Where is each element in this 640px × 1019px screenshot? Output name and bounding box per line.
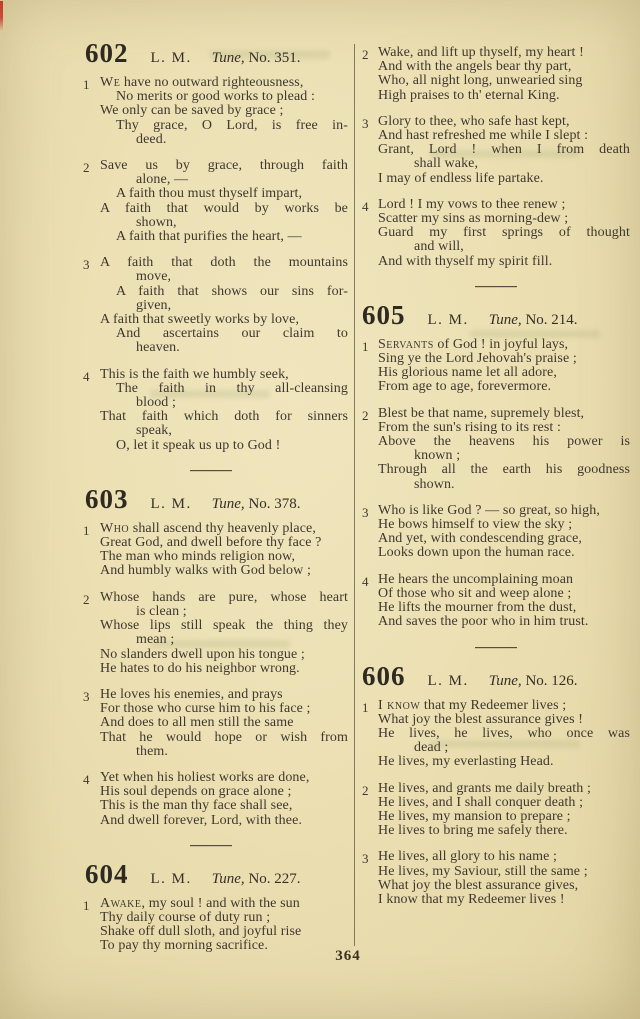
smallcaps-lead: Awake (100, 895, 142, 911)
hymn-meter: L. M. (150, 870, 192, 887)
verse-line: Sing ye the Lord Jehovah's praise ; (378, 351, 577, 367)
verse-line: That he would hope or wish from (100, 729, 348, 745)
verse (362, 782, 630, 839)
verse-line: He lives, and I shall conquer death ; (378, 794, 584, 810)
verse-line: Whose hands are pure, whose heart (100, 589, 348, 605)
hymn-meter: L. M. (150, 50, 192, 66)
verse-line: What joy the blest assurance gives ! (378, 711, 583, 727)
verse-line: And saves the poor who in him trust. (378, 614, 589, 630)
verse-line: This is the man thy face shall see, (100, 798, 293, 814)
verse-line: Whose lips still speak the thing they (100, 618, 348, 634)
verse-line: His soul depends on grace alone ; (100, 784, 292, 800)
hymn-meter: L. M. (427, 672, 469, 689)
verse-line: Who, all night long, unwearied sing (378, 73, 583, 89)
verse-line: Great God, and dwell before thy face ? (100, 535, 322, 551)
tune-word: Tune, (488, 311, 522, 328)
tune-word: Tune, (211, 495, 245, 512)
verse (362, 573, 630, 630)
verse-line: He lives, my mansion to prepare ; (378, 808, 571, 824)
verse-line: mean ; (136, 632, 175, 648)
verse-line: Who is like God ? — so great, so high, (378, 502, 600, 518)
verse (362, 850, 630, 907)
verse-line: Thy grace, O Lord, is free in- (116, 117, 348, 133)
right-column (362, 46, 630, 919)
verse (74, 591, 348, 676)
tune-word: Tune, (211, 870, 245, 887)
verse-line: Yet when his holiest works are done, (100, 769, 310, 785)
verse-number: 2 (362, 47, 369, 62)
left-column (74, 40, 348, 966)
verse-line: Servants of God ! in joyful lays, (378, 336, 569, 352)
verse-number: 4 (83, 771, 90, 787)
verse-line: is clean ; (136, 603, 187, 619)
verse-line: This is the faith we humbly seek, (100, 366, 289, 382)
verse-line: He hates to do his neighbor wrong. (100, 660, 300, 676)
verse (74, 368, 348, 453)
verse (362, 407, 630, 492)
verse-number: 1 (83, 897, 90, 913)
verse-line: Wake, and lift up thyself, my heart ! (378, 45, 584, 60)
column-divider-line (354, 44, 355, 946)
verse-line: shown. (414, 476, 455, 492)
verse-line: He hears the uncomplaining moan (378, 571, 574, 587)
hymn-number: 604 (85, 858, 129, 889)
verse-line: And with the angels bear thy part, (378, 59, 572, 75)
verse-line: Looks down upon the human race. (378, 545, 575, 561)
verse-line: given, (136, 297, 172, 313)
hymn-meter: L. M. (150, 495, 192, 512)
verse-line: We only can be saved by grace ; (100, 103, 284, 119)
verse-line: alone, — (136, 172, 189, 188)
verse-line: blood ; (136, 395, 176, 411)
verse-line: shall wake, (414, 156, 479, 172)
verse-line: A faith thou must thyself impart, (116, 186, 303, 202)
verse-line: Of those who sit and weep alone ; (378, 585, 572, 601)
verse-number: 1 (362, 338, 369, 354)
verse-number: 3 (83, 688, 90, 704)
verse-line: Lord ! I my vows to thee renew ; (378, 196, 566, 212)
verse-line: Through all the earth his goodness (378, 462, 630, 478)
verse-line: To pay thy morning sacrifice. (100, 938, 268, 954)
verse (74, 897, 348, 954)
verse-line: A faith that sweetly works by love, (100, 312, 300, 328)
verse-number: 2 (362, 407, 369, 423)
verse-line: He lifts the mourner from the dust, (378, 600, 577, 616)
verse-line: No merits or good works to plead : (116, 89, 315, 105)
hymn-meter: L. M. (427, 311, 469, 328)
verse-line: A faith that would by works be (100, 200, 348, 216)
verse-line: And yet, with condescending grace, (378, 531, 583, 547)
verse-number: 4 (83, 368, 90, 384)
hymn-heading (85, 40, 348, 67)
verse-line: Above the heavens his power is (378, 434, 630, 450)
verse (362, 504, 630, 561)
verse-line: And humbly walks with God below ; (100, 563, 311, 579)
hymn-tune: Tune, No. 214. (488, 311, 578, 328)
verse-number: 2 (83, 591, 90, 607)
verse-number: 4 (362, 198, 369, 214)
verse-number: 3 (83, 257, 90, 273)
section-divider-rule (190, 845, 232, 846)
verse-line: A faith that shows our sins for- (116, 283, 348, 299)
verse (74, 256, 348, 355)
verse-line: He bows himself to view the sky ; (378, 517, 573, 533)
page-edge-red-mark (0, 1, 3, 31)
section-divider-rule (190, 470, 232, 471)
hymn-heading (362, 660, 630, 691)
hymn-heading (85, 858, 348, 889)
verse-line: From the sun's rising to its rest : (378, 419, 561, 435)
hymn-tune: Tune, No. 126. (488, 672, 578, 689)
section-divider-rule (475, 286, 517, 287)
verse-line: them. (136, 743, 168, 759)
verse-line: Grant, Lord ! when I from death (378, 142, 630, 158)
verse-line: He lives, and grants me daily breath ; (378, 780, 591, 796)
smallcaps-lead: We (100, 75, 121, 90)
verse (362, 115, 630, 186)
hymn-number: 606 (362, 660, 406, 691)
verse-line: The man who minds religion now, (100, 549, 296, 565)
verse-line: I know that my Redeemer lives ; (378, 697, 567, 713)
hymn-heading (85, 483, 348, 514)
verse (362, 338, 630, 395)
verse (74, 76, 348, 147)
verse-line: Glory to thee, who safe hast kept, (378, 113, 570, 129)
verse (362, 46, 630, 103)
verse-line: For those who curse him to his face ; (100, 701, 311, 717)
verse-line: Guard my first springs of thought (378, 225, 630, 241)
verse-line: He lives, he lives, who once was (378, 725, 630, 741)
verse-number: 4 (362, 573, 369, 589)
verse-line: And does to all men still the same (100, 715, 294, 731)
verse (74, 159, 348, 244)
verse (74, 522, 348, 579)
verse-line: deed. (136, 131, 167, 147)
verse-line: And hast refreshed me while I slept : (378, 128, 589, 144)
tune-word: Tune, (211, 50, 245, 66)
hymn-number: 603 (85, 483, 129, 514)
hymn-number: 602 (85, 38, 129, 68)
verse-number: 3 (362, 115, 369, 131)
verse-line: I may of endless life partake. (378, 170, 544, 186)
verse-line: The faith in thy all-cleansing (116, 380, 348, 396)
verse-line: I know that my Redeemer lives ! (378, 891, 565, 907)
verse (362, 198, 630, 269)
smallcaps-lead: I know (378, 697, 421, 713)
verse-line: And ascertains our claim to (116, 326, 348, 342)
verse-line: known ; (414, 448, 461, 464)
hymn-tune: Tune, No. 227. (211, 870, 301, 887)
verse-line: That faith which doth for sinners (100, 409, 348, 425)
verse-line: His glorious name let all adore, (378, 365, 557, 381)
verse-line: heaven. (136, 340, 180, 356)
verse-line: Blest be that name, supremely blest, (378, 405, 585, 421)
verse-number: 1 (362, 699, 369, 715)
page-number: 364 (335, 948, 361, 964)
verse-line: From age to age, forevermore. (378, 379, 552, 395)
verse-line: Save us by grace, through faith (100, 158, 348, 174)
verse (74, 688, 348, 759)
verse-line: And dwell forever, Lord, with thee. (100, 812, 302, 828)
verse-line: dead ; (414, 740, 449, 756)
verse-line: He lives to bring me safely there. (378, 823, 568, 839)
verse-number: 3 (362, 851, 369, 867)
verse-line: He lives, all glory to his name ; (378, 849, 558, 865)
verse-line: shown, (136, 214, 177, 230)
verse-number: 1 (83, 522, 90, 538)
verse-line: A faith that doth the mountains (100, 255, 348, 271)
verse-line: move, (136, 269, 172, 285)
hymn-number: 605 (362, 299, 406, 330)
verse-line: He lives, my Saviour, still the same ; (378, 863, 588, 879)
verse-line: And with thyself my spirit fill. (378, 253, 553, 269)
verse-number: 2 (83, 160, 90, 176)
verse-line: He lives, my everlasting Head. (378, 754, 554, 770)
verse-line: Scatter my sins as morning-dew ; (378, 211, 569, 227)
verse-line: Awake, my soul ! and with the sun (100, 895, 300, 911)
verse-line: A faith that purifies the heart, — (116, 229, 302, 245)
verse-line: We have no outward righteousness, (100, 75, 304, 90)
hymn-heading (362, 299, 630, 330)
smallcaps-lead: Servants (378, 336, 434, 352)
verse-line: Thy daily course of duty run ; (100, 909, 271, 925)
verse-line: He loves his enemies, and prays (100, 686, 283, 702)
smallcaps-lead: Who (100, 520, 130, 536)
verse (74, 771, 348, 828)
verse-line: High praises to th' eternal King. (378, 87, 560, 103)
verse (362, 699, 630, 770)
verse-line: What joy the blest assurance gives, (378, 877, 579, 893)
verse-number: 1 (83, 77, 90, 92)
verse-line: Shake off dull sloth, and joyful rise (100, 924, 302, 940)
section-divider-rule (475, 647, 517, 648)
tune-word: Tune, (488, 672, 522, 689)
verse-number: 2 (362, 782, 369, 798)
hymn-tune: Tune, No. 378. (211, 495, 301, 512)
verse-line: No slanders dwell upon his tongue ; (100, 646, 305, 662)
verse-line: Who shall ascend thy heavenly place, (100, 520, 316, 536)
verse-line: O, let it speak us up to God ! (116, 437, 281, 453)
verse-line: speak, (136, 423, 172, 439)
verse-line: and will, (414, 239, 464, 255)
verse-number: 3 (362, 504, 369, 520)
hymn-tune: Tune, No. 351. (211, 50, 301, 66)
